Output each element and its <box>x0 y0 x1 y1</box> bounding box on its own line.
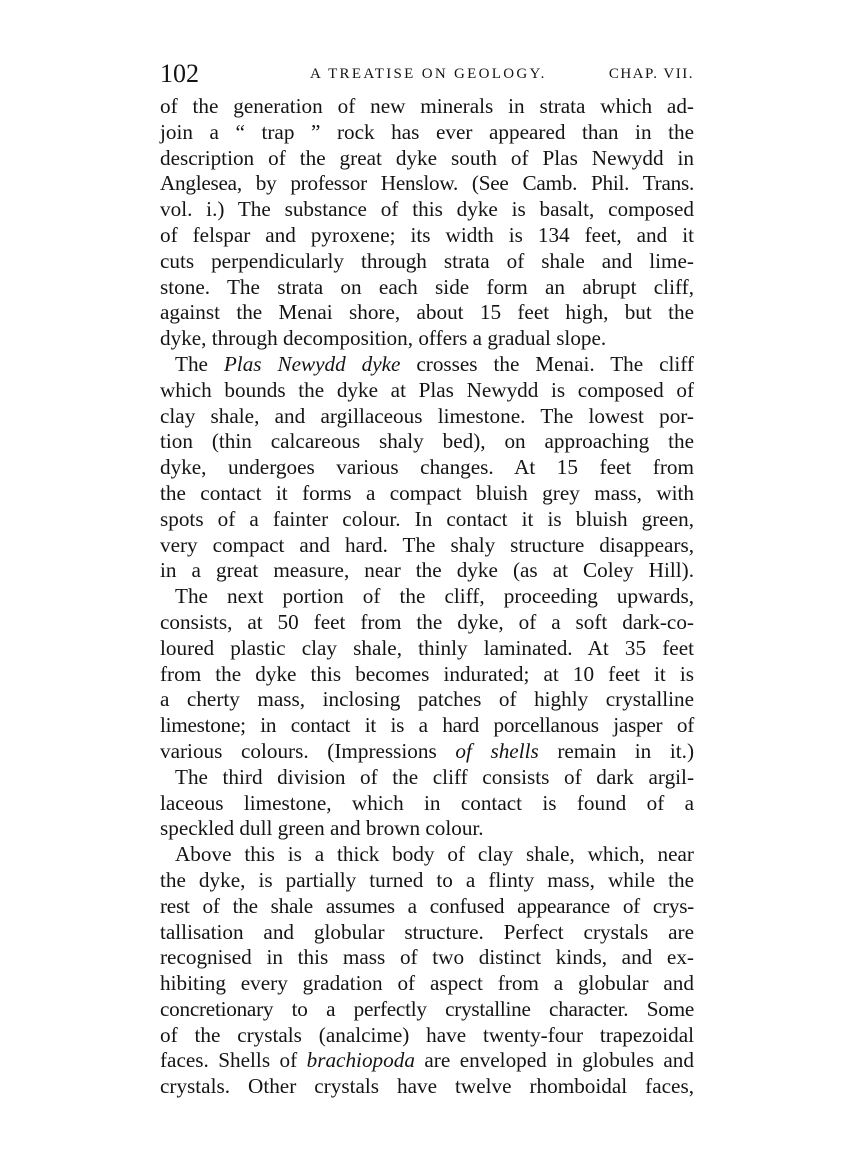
text-line: of the crystals (analcime) have twenty-four trapezoidal <box>160 1022 694 1047</box>
line-text: crosses the Menai. The cliff <box>400 351 694 376</box>
text-line-with-italic <box>160 352 694 378</box>
italic-term: of shells <box>455 738 539 763</box>
text-line: loured plastic clay shale, thinly laminated. At 35 feet <box>160 635 694 660</box>
text-line: the contact it forms a compact bluish grey mass, with <box>160 480 694 505</box>
text-line: against the Menai shore, about 15 feet high, but the <box>160 300 694 325</box>
paragraph-end-line: dyke, through decomposition, offers a gradual slope. <box>160 326 607 351</box>
text-line: crystals. Other crystals have twelve rhomboidal faces, <box>160 1074 694 1099</box>
line-text: faces. Shells of <box>160 1048 307 1073</box>
body-text <box>160 94 694 1100</box>
text-line: stone. The strata on each side form an abrupt cliff, <box>160 274 694 299</box>
text-line: The third division of the cliff consists of dark argil- <box>175 764 694 789</box>
text-line: of the generation of new minerals in strata which ad- <box>160 94 694 118</box>
text-line: a cherty mass, inclosing patches of highly crystalline <box>160 687 694 712</box>
text-line: join a “ trap ” rock has ever appeared than in the <box>160 119 694 144</box>
text-line: in a great measure, near the dyke (as at Coley Hill). <box>160 558 694 583</box>
text-line: clay shale, and argillaceous limestone. The lowest por- <box>160 403 694 428</box>
line-text: The <box>175 351 224 376</box>
running-title: A TREATISE ON GEOLOGY. <box>310 66 547 82</box>
text-line: The next portion of the cliff, proceeding upwards, <box>175 584 694 609</box>
text-line-with-italic <box>160 1048 694 1074</box>
text-line: of felspar and pyroxene; its width is 134 feet, and it <box>160 222 694 247</box>
text-line: Above this is a thick body of clay shale, which, near <box>175 842 694 867</box>
text-line: spots of a fainter colour. In contact it is bluish green, <box>160 506 694 531</box>
italic-term: Plas Newydd dyke <box>223 351 401 376</box>
text-line: which bounds the dyke at Plas Newydd is composed of <box>160 377 694 402</box>
text-line: tion (thin calcareous shaly bed), on approaching the <box>160 429 694 454</box>
text-line: concretionary to a perfectly crystalline character. Some <box>160 996 694 1021</box>
text-line: limestone; in contact it is a hard porcellanous jasper of <box>160 713 694 738</box>
text-line: description of the great dyke south of Plas Newydd in <box>160 145 694 170</box>
line-text: are enveloped in globules and <box>414 1048 694 1073</box>
running-header <box>160 56 694 92</box>
text-line: cuts perpendicularly through strata of shale and lime- <box>160 248 694 273</box>
text-line: from the dyke this becomes indurated; at 10 feet it is <box>160 661 694 686</box>
page-number: 102 <box>160 59 199 88</box>
text-line: vol. i.) The substance of this dyke is basalt, composed <box>160 197 694 222</box>
text-line-with-italic <box>160 739 694 765</box>
text-line: dyke, undergoes various changes. At 15 feet from <box>160 455 694 480</box>
text-line: consists, at 50 feet from the dyke, of a soft dark-co- <box>160 609 694 634</box>
text-line: tallisation and globular structure. Perfect crystals are <box>160 919 694 944</box>
line-text: remain in it.) <box>538 738 694 763</box>
text-line: Anglesea, by professor Henslow. (See Camb. Phil. Trans. <box>160 171 694 196</box>
chapter-heading: CHAP. VII. <box>608 66 694 82</box>
text-line: recognised in this mass of two distinct kinds, and ex- <box>160 945 694 970</box>
paragraph-end-line: speckled dull green and brown colour. <box>160 816 484 841</box>
text-line: laceous limestone, which in contact is found of a <box>160 790 694 815</box>
text-line: rest of the shale assumes a confused appearance of crys- <box>160 893 694 918</box>
line-text: various colours. (Impressions <box>160 738 456 763</box>
text-line: hibiting every gradation of aspect from a globular and <box>160 971 694 996</box>
italic-term: brachiopoda <box>306 1048 415 1073</box>
text-line: the dyke, is partially turned to a flinty mass, while the <box>160 867 694 892</box>
text-line: very compact and hard. The shaly structure disappears, <box>160 532 694 557</box>
